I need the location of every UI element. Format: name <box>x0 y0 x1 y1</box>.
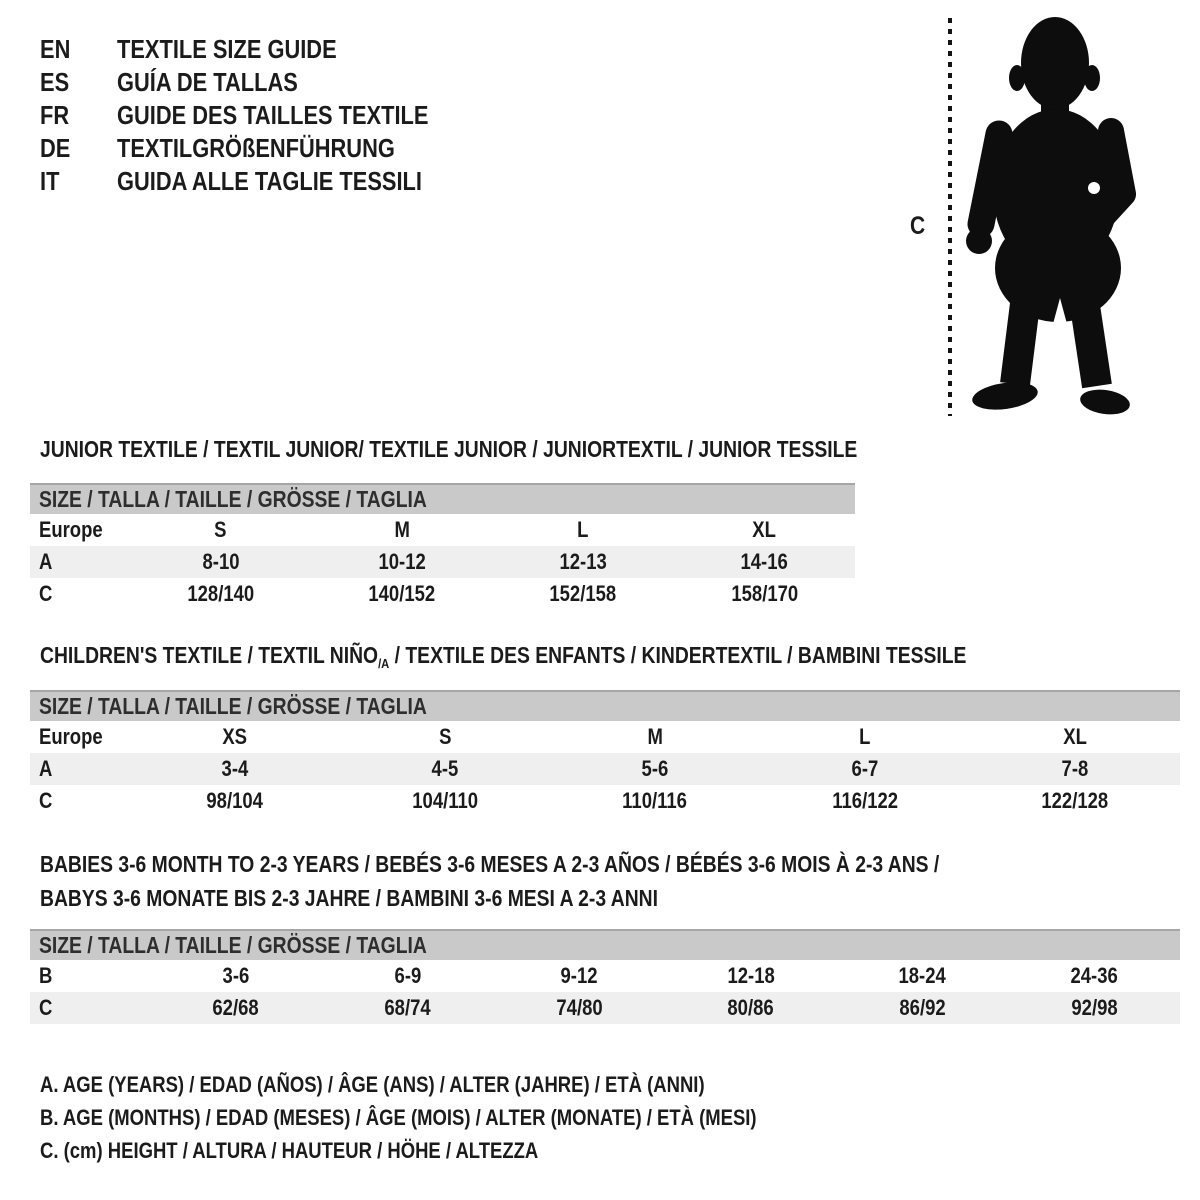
table-row-age-months <box>30 960 1180 992</box>
table-cell: 8-10 <box>202 549 240 574</box>
height-measure-dashed-line <box>948 18 952 416</box>
table-cell: B <box>39 963 53 988</box>
language-title: GUÍA DE TALLAS <box>117 67 298 97</box>
children-section-title: CHILDREN'S TEXTILE / TEXTIL NIÑO/A / TEXTILE DES ENFANTS / KINDERTEXTIL / BAMBINI TESSILE <box>40 642 967 671</box>
legend-line-b: B. AGE (MONTHS) / EDAD (MESES) / ÂGE (MOIS) / ALTER (MONATE) / ETÀ (MESI) <box>40 1104 757 1130</box>
table-cell: 110/116 <box>622 788 688 813</box>
table-cell: 80/86 <box>727 995 774 1020</box>
table-cell: 116/122 <box>832 788 898 813</box>
table-cell: 62/68 <box>212 995 259 1020</box>
language-code: DE <box>40 133 71 163</box>
table-row-height-cm <box>30 578 855 610</box>
language-code: ES <box>40 67 70 97</box>
table-cell: 7-8 <box>1061 756 1089 781</box>
table-cell: 10-12 <box>378 549 426 574</box>
language-row <box>40 132 488 165</box>
table-row-age-years <box>30 546 855 578</box>
table-cell: S <box>438 724 452 749</box>
size-header-label: SIZE / TALLA / TAILLE / GRÖSSE / TAGLIA <box>39 486 427 512</box>
table-cell: 14-16 <box>740 549 789 574</box>
language-row <box>40 165 488 198</box>
table-cell: 74/80 <box>556 995 603 1020</box>
height-measure-label: C <box>910 212 926 240</box>
table-cell: 68/74 <box>384 995 431 1020</box>
table-cell: 140/152 <box>368 581 436 606</box>
language-code: FR <box>40 100 70 130</box>
language-code: EN <box>40 34 71 64</box>
table-cell: Europe <box>39 724 103 749</box>
babies-section-title: BABIES 3-6 MONTH TO 2-3 YEARS / BEBÉS 3-6 MESES A 2-3 AÑOS / BÉBÉS 3-6 MOIS À 2-3 ANS / BABYS 3-6 MONATE BIS 2-3 JAHRE / BAMBINI 3-6 MESI A 2-3 ANNI <box>40 851 940 911</box>
language-code: IT <box>40 166 60 196</box>
table-cell: C <box>39 788 53 813</box>
language-title-list <box>40 33 488 198</box>
junior-section-title: JUNIOR TEXTILE / TEXTIL JUNIOR/ TEXTILE JUNIOR / JUNIORTEXTIL / JUNIOR TESSILE <box>40 436 858 462</box>
table-cell: 122/128 <box>1041 788 1109 813</box>
table-cell: 86/92 <box>899 995 946 1020</box>
language-row <box>40 33 488 66</box>
table-cell: 158/170 <box>730 581 798 606</box>
table-cell: 18-24 <box>898 963 947 988</box>
children-size-table <box>30 690 1180 817</box>
table-cell: 12-18 <box>727 963 775 988</box>
table-cell: 3-6 <box>222 963 250 988</box>
table-cell: XL <box>1063 724 1087 749</box>
size-header-bar <box>30 690 1180 721</box>
size-header-bar <box>30 929 1180 960</box>
table-cell: M <box>394 517 410 542</box>
table-cell: 98/104 <box>206 788 264 813</box>
junior-size-table <box>30 483 855 610</box>
table-cell: 128/140 <box>187 581 255 606</box>
size-header-label: SIZE / TALLA / TAILLE / GRÖSSE / TAGLIA <box>39 932 427 958</box>
language-row <box>40 66 488 99</box>
table-cell: 3-4 <box>221 756 249 781</box>
language-title: GUIDA ALLE TAGLIE TESSILI <box>117 166 422 196</box>
table-cell: L <box>577 517 589 542</box>
table-cell: XL <box>752 517 777 542</box>
table-cell: 4-5 <box>431 756 459 781</box>
table-cell: 12-13 <box>559 549 607 574</box>
legend-line-a: A. AGE (YEARS) / EDAD (AÑOS) / ÂGE (ANS) / ALTER (JAHRE) / ETÀ (ANNI) <box>40 1071 705 1097</box>
table-cell: XS <box>222 724 248 749</box>
table-cell: 92/98 <box>1071 995 1118 1020</box>
language-row <box>40 99 488 132</box>
table-cell: S <box>214 517 227 542</box>
language-title: TEXTILGRÖßENFÜHRUNG <box>117 133 395 163</box>
table-cell: 5-6 <box>641 756 669 781</box>
table-row-height-cm <box>30 992 1180 1024</box>
measurement-legend <box>40 1068 893 1167</box>
table-cell: A <box>39 549 53 574</box>
toddler-silhouette-icon <box>963 16 1137 418</box>
table-cell: 9-12 <box>560 963 598 988</box>
language-title: TEXTILE SIZE GUIDE <box>117 34 337 64</box>
table-row-age-years <box>30 753 1180 785</box>
table-row-sizes <box>30 721 1180 753</box>
babies-size-table <box>30 929 1180 1024</box>
table-row-sizes <box>30 514 855 546</box>
table-cell: 104/110 <box>412 788 478 813</box>
table-cell: M <box>647 724 663 749</box>
table-cell: 6-7 <box>851 756 879 781</box>
table-cell: 6-9 <box>394 963 421 988</box>
table-cell: Europe <box>39 517 103 542</box>
language-title: GUIDE DES TAILLES TEXTILE <box>117 100 429 130</box>
nino-a-subscript: /A <box>378 655 390 671</box>
size-header-label: SIZE / TALLA / TAILLE / GRÖSSE / TAGLIA <box>39 693 427 719</box>
table-cell: C <box>39 581 53 606</box>
legend-line-c: C. (cm) HEIGHT / ALTURA / HAUTEUR / HÖHE / ALTEZZA <box>40 1137 539 1163</box>
table-cell: 152/158 <box>549 581 617 606</box>
table-cell: 24-36 <box>1070 963 1118 988</box>
table-cell: A <box>39 756 53 781</box>
table-cell: L <box>859 724 871 749</box>
table-cell: C <box>39 995 53 1020</box>
size-header-bar <box>30 483 855 514</box>
table-row-height-cm <box>30 785 1180 817</box>
